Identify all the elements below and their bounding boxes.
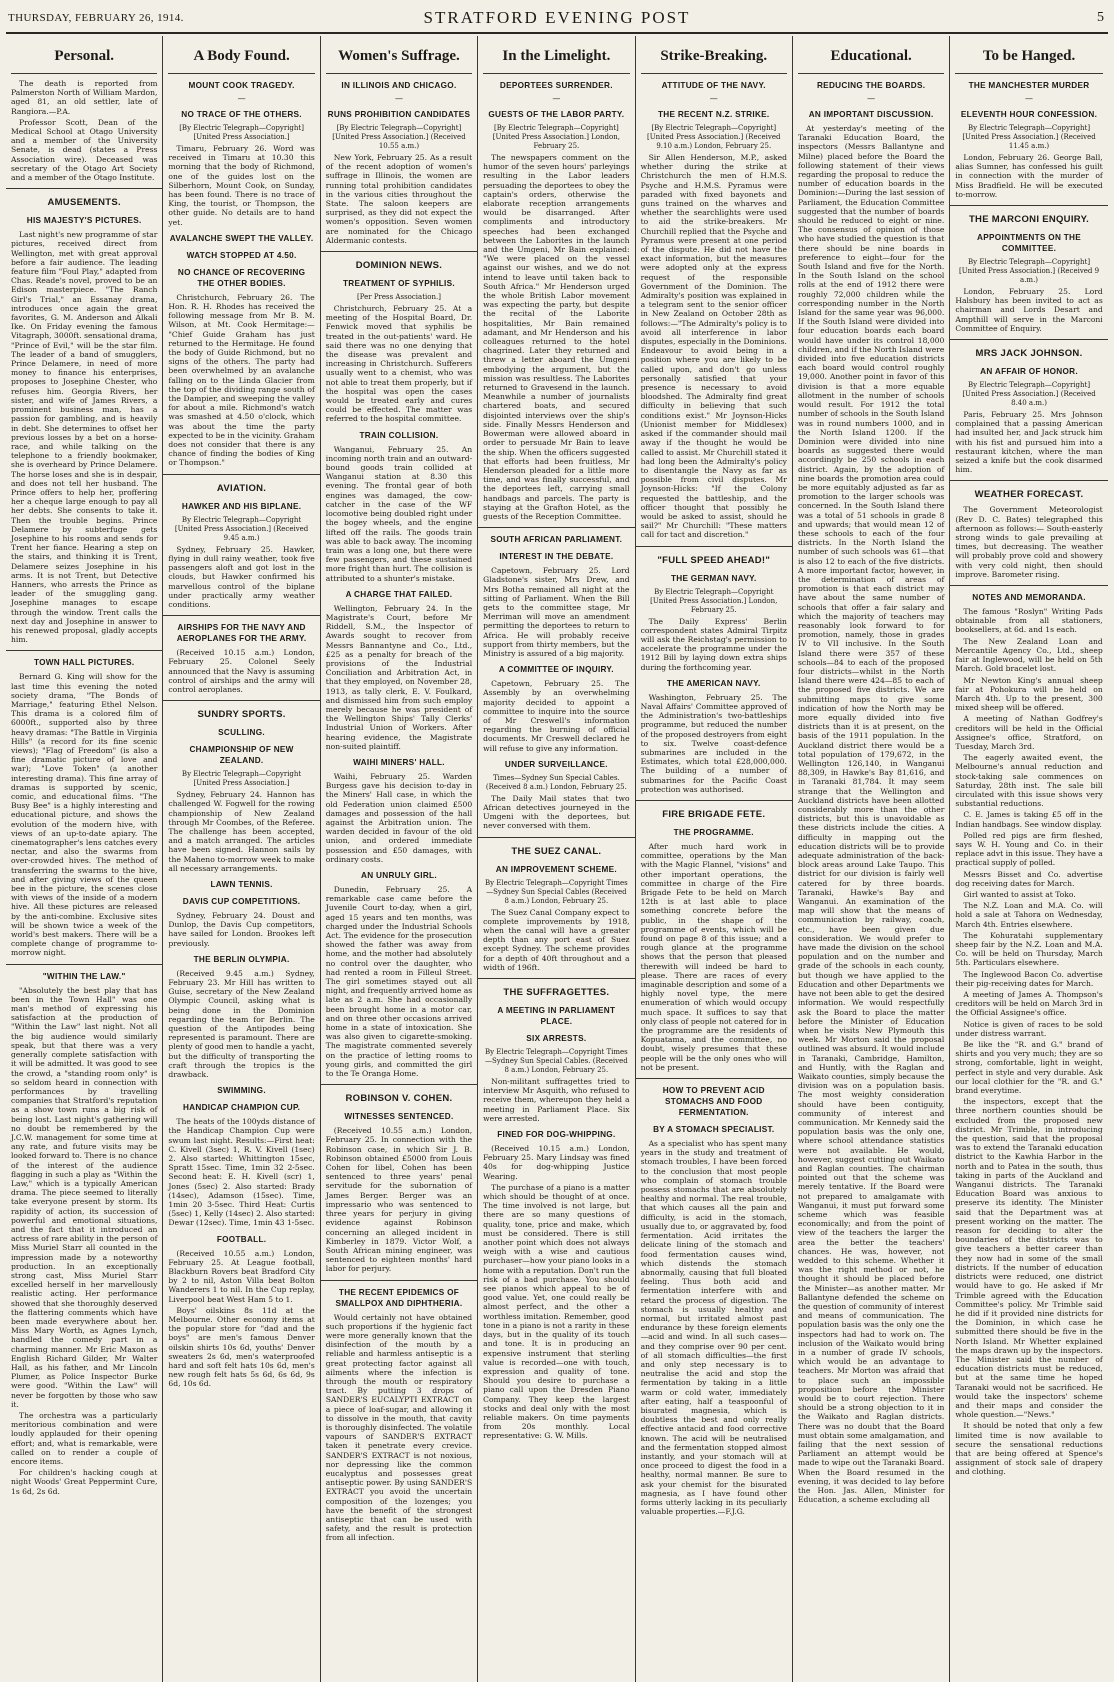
article-paragraph: Sydney, February 24. Hannon has challenged W. Fogwell for the rowing championship of New Zealand through Mr Coombes, of the Referee. The challenge has been accepted, and a match arranged. The articles have been signed. Hannon sails by the Maheno to-morrow week to make all necessary arrangements.: [168, 790, 315, 873]
article-subheading: IN ILLINOIS AND CHICAGO.: [341, 81, 457, 90]
wire-credit: [By Electric Telegraph—Copyright] [United Press Association.] (Received 10.55 a.m.): [332, 124, 466, 150]
article-paragraph: Capetown, February 25. Lord Gladstone's sister, Mrs Drew, and Mrs Botha remained all night at the sitting of Parliament. When the Bill gets to the committee stage, Mr Merriman will move an amendment permitting the deportees to return to Africa. He will probably receive support from thirty members, but the Ministry is assured of a big majority.: [483, 566, 630, 658]
article-subheading: HANDICAP CHAMPION CUP.: [182, 1103, 301, 1113]
article-subheading: SWIMMING.: [217, 1086, 266, 1096]
article-paragraph: Waihi, February 25. Warden Burgess gave his decision to-day in the Miners' Hall case, in which the old Federation union claimed £500 damages and possession of the hall against the Arbitration union. The warden decided in favour of the old union, and ordered immediate possession and £50 damages, with ordinary costs.: [325, 771, 473, 864]
article-column: [163, 36, 320, 1682]
article-subheading: WITNESSES SENTENCED.: [344, 1112, 454, 1122]
column-divider: [478, 527, 634, 528]
column-divider: [321, 1280, 477, 1281]
article-paragraph: Christchurch, February 26. The Hon. R. H. Rhodes has received the following message from Mr B. M. Wilson, at Mt. Cook Hermitage:— "Chief Guide Graham has just returned to the Hermitage. He found the body of Guide Richmond, but no signs of the others. The party had been overwhelmed by an avalanche falling on to the Linda Glacier from the top of the dividing range south of the Dampier, and sweeping the valley for about a mile. Richmond's watch was smashed at 4.50 o'clock, which was about the time the party expected to be in the vicinity. Graham does not consider that there is any chance of finding the bodies of King or Thompson.": [168, 292, 315, 468]
article-paragraph: London, February 25. Lord Halsbury has been invited to act as chairman and Lords Desart and Ampthill will serve in the Marconi Committee of Enquiry.: [955, 287, 1103, 333]
article-paragraph: The newspapers comment on the humor of the seven hours' parleyings resulting in the Labor leaders persuading the deportees to obey the captain's orders, otherwise the elaborate reception arrangements would be disarranged. After compliments and introductory speeches had been exchanged between the Laborites in the launch and the Umgeni, Mr Bain explained: "We were placed on the vessel against our wishes, and we do not intend to leave until taken back to South Africa." Mr Henderson urged the whole British Labor movement was expecting the party, but despite the recital of the Laborite hospitalities, Mr Bain remained adamant, and Mr Henderson and his colleagues returned to the hotel chagrined. Later they returned and threw a letter aboard the Umgeni embodying the argument, but the mission was resultless. The Laborites returned to Gravesend in the launch. Meanwhile a number of journalists chartered boats, and secured disjointed interviews over the ship's side. Finally Messrs Henderson and Bowerman were allowed aboard in order to persuade Mr Bain to leave the ship. When the officers suggested that efforts had been fruitless, Mr Henderson pleaded for a little more time, and was finally successful, and the deportees left, carrying small handbags and parcels. The party is staying at the Grafton Hotel, as the guests of the Reception Committee.: [483, 153, 630, 521]
article-paragraph: Christchurch, February 25. At a meeting of the Hospital Board, Dr. Fenwick moved that syphilis be treated in the out-patients' ward. He said there was no one denying that the disease was prevalent and increasing in Christchurch. Sufferers usually went to a chemist, who was not able to treat them properly, but if the hospital was open the cases would be treated early and cures could be effected. The matter was referred to the hospital committee.: [325, 304, 473, 424]
article-paragraph: (Received 10.55 a.m.) London, February 25. At League football, Blackburn Rovers beat Bradford City by 2 to nil, Aston Villa beat Bolton Wanderers 1 to nil. In the Cup replay, Liverpool beat West Ham 5 to 1.: [168, 1248, 315, 1304]
article-subheading: WATCH STOPPED AT 4.50.: [186, 250, 297, 260]
article-heading: ROBINSON V. COHEN.: [345, 1093, 453, 1105]
article-subheading: THE RECENT N.Z. STRIKE.: [657, 110, 770, 119]
article-paragraph: The orchestra was a particularly meritorious combination and were loudly applauded for their opening effort; and, what is remarkable, were called on to render a couple of encore items.: [11, 1411, 158, 1467]
article-paragraph: The Inglewood Bacon Co. advertise their pig-receiving dates for March.: [955, 969, 1103, 988]
article-subheading: APPOINTMENTS ON THE COMMITTEE.: [977, 233, 1082, 254]
article-subheading: THE GERMAN NAVY.: [670, 573, 757, 583]
article-paragraph: (Received 10.15 a.m.) London, February 25. Colonel Seely announced that the Navy is assuming control of airships and the army will control aeroplanes.: [168, 648, 315, 694]
article-paragraph: Non-militant suffragettes tried to interview Mr Asquith, who refused to receive them, whereupon they held a meeting in Parliament Place. Six were arrested.: [483, 1077, 630, 1123]
article-subheading: THE PROGRAMME.: [673, 827, 754, 837]
article-subheading: INTEREST IN THE DEBATE.: [499, 552, 614, 562]
article-column: [6, 36, 163, 1682]
issue-date: THURSDAY, FEBRUARY 26, 1914.: [8, 12, 184, 24]
wire-credit: [By Electric Telegraph—Copyright] [United Press Association.]: [179, 124, 304, 141]
article-column: [636, 36, 793, 1682]
article-subheading: SOUTH AFRICAN PARLIAMENT.: [490, 535, 623, 545]
article-subheading: NO CHANCE OF RECOVERING THE OTHER BODIES.: [177, 267, 306, 288]
article-paragraph: Polled red pigs are firm fleshed, says W. H. Young and Co. in their replace advt in this issue. They have a practical supply of polled.: [955, 830, 1103, 868]
article-paragraph: The New Zealand Loan and Mercantile Agency Co., Ltd., sheep fair at Inglewood, will be held on 5th March. Gold bracelet lost.: [955, 636, 1103, 674]
article-paragraph: Wanganui, February 25. An incoming north train and an outward-bound goods train collided at Wanganui station at 8.30 this evening. The frontal gear of both engines was damaged, the cow-catcher in the case of the WF locomotive being doubled right under the bogey wheels, and the engine lifted off the rails. The goods train was able to back away. The incoming train was a long one, but there were few passengers, and these sustained more fright than hurt. The collision is attributed to a shunter's mistake.: [325, 444, 473, 583]
article-paragraph: C. E. James is taking £5 off in the Indian handbags. See window display.: [955, 810, 1103, 829]
wire-credit: [Per Press Association.]: [356, 293, 441, 302]
article-paragraph: The N.Z. Loan and M.A. Co. will hold a sale at Tahora on Wednesday, March 4th. Entries elsewhere.: [955, 901, 1103, 929]
article-paragraph: The Daily Mail states that two African detectives journeyed in the Umgeni with the deportees, but never conversed with them.: [483, 793, 630, 831]
column-divider: [6, 188, 162, 189]
article-heading: SUNDRY SPORTS.: [197, 709, 286, 721]
article-paragraph: Sydney, February 24. Doust and Dunlop, the Davis Cup competitors, have sailed for London. Brookes left previously.: [168, 910, 315, 948]
article-subheading: AVALANCHE SWEPT THE VALLEY.: [169, 233, 314, 243]
article-subheading: SCULLING.: [218, 728, 265, 738]
article-paragraph: The Suez Canal Company expect to complete improvements by 1918, when the canal will have a greater depth than any port east of Suez except Sydney. The scheme provides for a depth of 40ft throughout and a width of 196ft.: [483, 907, 630, 972]
article-subheading: THE RECENT EPIDEMICS OF SMALLPOX AND DIPHTHERIA.: [335, 1287, 463, 1308]
article-subheading: TREATMENT OF SYPHILIS.: [342, 279, 455, 289]
column-divider: [950, 585, 1107, 586]
article-paragraph: The Kohuratahi supplementary sheep fair by the N.Z. Loan and M.A. Co. will be held on Thursday, March 5th. Particulars elsewhere.: [955, 930, 1103, 968]
article-heading: "FULL SPEED AHEAD!": [657, 554, 771, 566]
article-paragraph: The famous "Roslyn" Writing Pads obtainable from all stationers, booksellers, at 6d. and 1s each.: [955, 607, 1103, 635]
article-heading: FIRE BRIGADE FETE.: [662, 808, 766, 820]
column-divider: [636, 1078, 792, 1079]
column-divider: [163, 615, 319, 616]
article-subheading: FOOTBALL.: [216, 1234, 267, 1244]
article-paragraph: Sydney, February 25. Hawker, flying in dull rainy weather, took five passengers aloft and got lost in the clouds, but Hawker confirmed his marvellous control of the biplane under practically army weather conditions.: [168, 544, 315, 609]
dash-separator: —: [709, 94, 718, 103]
wire-credit: By Electric Telegraph—Copyright Times—Sydney Sun Special Cables (Received 8 a.m.) London, February 25.: [484, 878, 628, 905]
article-subheading: TRAIN COLLISION.: [359, 430, 439, 440]
article-subheading: THE MANCHESTER MURDER: [968, 81, 1090, 90]
article-subheading: HAWKER AND HIS BIPLANE.: [181, 501, 302, 511]
article-subheading: A MEETING IN PARLIAMENT PLACE.: [497, 1006, 616, 1027]
article-column: [321, 36, 478, 1682]
article-column: [950, 36, 1107, 1682]
article-subheading: NO TRACE OF THE OTHERS.: [181, 110, 302, 119]
article-subheading: "WITHIN THE LAW.": [42, 971, 126, 981]
article-paragraph: London, February 26. George Ball, alias Sumner, has confessed his guilt in connection with the murder of Miss Bradfield. He will be executed to-morrow.: [955, 153, 1103, 199]
article-paragraph: At yesterday's meeting of the Taranaki Education Board, the inspectors (Messrs Ballantyne and Milne) placed before the Board the following statement of their views regarding the proposal to reduce the number of education boards in the Dominion:—During the last session of Parliament, the Education Committee suggested that the number of boards should be reduced to eight or nine. The consensus of opinion of those who have studied the question is that there should be nine boards in preference to eight—four for the South Island and five for the North. In the South Island on the school rolls at the end of 1912 there were roughly 72,000 children while the corresponding number in the North Island for the same year was 96,000. If the South Island were divided into four education boards each board would have under its control 18,000 children, and if the North Island were divided into five education districts each board would control roughly 19,000. Another point in favor of this division is that a more equable allotment in the number of schools would result. For 1912 the total number of schools in the South Island was in round numbers 1000, and in the North Island 1200. If the Dominion were divided into nine boards as suggested there would accordingly be 250 schools in each district. Again, by the adoption of nine boards the promotion area could be more equitably adjusted as far as promotion to the larger schools was concerned. In the South Island there was a total of 51 schools in grade 8 and upwards; that would mean 12 of these schools to each of the four districts. In the North Island the number of such schools was 61—that is also 12 to each of the five districts. A more important factor, however, in the determination of areas of promotion is that each district may have about the same number of schools that offer a fair salary and which the majority of teachers may reasonably look forward to for promotion, namely, those in grades IV to VII inclusive. In the South Island there were 357 of these schools—84 to each of the proposed four districts—whilst in the North Island there were 424—85 to each of the proposed five districts. We are submitting maps to give some indication of how the North may be more equally divided into five districts than it is at present, on the basis of the 1911 population. In the Auckland district there would be a total population of 179,672, in the Wellington 126,140, in Wanganui 88,309, in Hawke's Bay 81,616, and in Taranaki 81,784. It may seem strange that the Wellington and Auckland districts have been allotted considerably more than the other districts, but this is unavoidable as these districts include the cities. A difficulty in mapping out the education districts will be to provide adequate administration of the back-block areas around Lake Taupo. This district for our division is fairly well catered for by three boards. Taranaki, Hawke's Bay and Wanganui. An examination of the map will show that the means of communication by railway, coach, etc., have been given due consideration. We would prefer to have made the division on the school population and on the number and grade of the schools in each county, but though we have applied to the Education and other Departments we have not been able to get the desired information. We would respectfully ask the Board to place the matter before the Minister of Education when he visits New Plymouth this week. Mr Morton said the proposal outlined was absurd. It would include in Taranaki, Cambridge, Hamilton, and Huntly, with the Raglan and Waikato counties, simply because the division was on a population basis. The most weighty consideration should have been contiguity, community of interest and communication. Mr Kennedy said the population basis was the only one, where school attendance statistics were not available. He would, however, suggest cutting out Waikato and Raglan counties. The chairman pointed out that the scheme was merely tentative. If the Board were not prepared to amalgamate with Wanganui, it must put forward some scheme which was feasible economically; and from the point of view of the teachers the larger the area the better the teachers' chances. He was, however, not wedded to this scheme. Whether it was the right method or not, he thought it should be placed before the Minister—as another matter. Mr Ballantyne defended the scheme on the question of community of interest and means of communication. The population basis was the only one the inspectors had had to work on. The inclusion of the Waikato would bring in a number of grade IV schools, which would be an advantage to teachers. Mr Morton was afraid that to place such an impossible proposition before the Minister would be to court rejection. There should be a strong objection to it in the Waikato and Raglan districts. There was no doubt that the Board must obtain some amalgamation, and failing that the next session of Parliament an attempt would be made to wipe out the Taranaki Board. When the Board resumed in the evening, it was decided to lay before the Hon. Jas. Allen, Minister for Education, a scheme excluding all: [797, 124, 945, 1505]
article-subheading: AN AFFAIR OF HONOR.: [980, 367, 1078, 377]
article-paragraph: Boys' oilskins 8s 11d at the Melbourne. Other economy items at the popular store for "dad and the boys" are men's famous Denver oilskin shirts 10s 6d, youths' Denver sweaters 2s 6d, men's waterproofed hard and soft felt hats 10s 6d, men's new rough felt hats 5s 6d, 6s 6d, 9s 6d, 10s 6d.: [168, 1305, 315, 1389]
article-subheading: THE BERLIN OLYMPIA.: [193, 954, 290, 964]
article-paragraph: Paris, February 25. Mrs Johnson complained that a passing American had insulted her, and Jack struck him with his fist and pursued him into a restaurant kitchen, where the man seized a knife but the cook disarmed him.: [955, 410, 1103, 475]
wire-credit: By Electric Telegraph—Copyright] [United Press Association.] (Received 11.45 a.m.): [962, 124, 1096, 150]
article-paragraph: (Received 10.55 a.m.) London, February 25. In connection with the Robinson case, in which Sir J. B. Robinson obtained £5000 from Louis Cohen for libel, Cohen has been sentenced to three years' penal servitude for the subornation of James Berger. Berger was an impressario who was sentenced to three years for perjury in giving evidence against Robinson concerning an alleged incident in Kimberley in 1879. Victor Wolf, a South African mining engineer, was sentenced to eighteen months' hard labor for perjury.: [325, 1126, 473, 1274]
article-subheading: CHAMPIONSHIP OF NEW ZEALAND.: [189, 745, 294, 766]
article-subheading: AN IMPROVEMENT SCHEME.: [495, 864, 617, 874]
article-paragraph: For children's hacking cough at night Woods' Great Peppermint Cure, 1s 6d, 2s 6d.: [11, 1468, 158, 1496]
article-subheading: RUNS PROHIBITION CANDIDATES: [327, 110, 471, 119]
article-paragraph: Wellington, February 24. In the Magistrate's Court, before Mr Riddell, S.M., the Inspector of Awards sought to recover from Messrs Bannantyne and Co., Ltd., £25 as a penalty for breach of the provisions of the Industrial Conciliation and Arbitration Act, in that they employed, on November 28, 1913, as tally clerk, E. V. Foulkard, and dismissed him from such employ merely because he was president of the Wellington Ships' Tally Clerks' Industrial Union of Workers. After hearing evidence, the Magistrate non-suited plaintiff.: [325, 603, 473, 751]
wire-credit: Times—Sydney Sun Special Cables. (Received 8 a.m.) London, February 25.: [485, 773, 627, 791]
article-subheading: GUESTS OF THE LABOR PARTY.: [488, 110, 625, 119]
dash-separator: —: [394, 94, 403, 103]
article-heading: THE SUEZ CANAL.: [511, 845, 602, 857]
article-subheading: ELEVENTH HOUR CONFESSION.: [960, 110, 1098, 119]
article-subheading: AN IMPORTANT DISCUSSION.: [808, 110, 934, 119]
article-subheading: HIS MAJESTY'S PICTURES.: [26, 216, 142, 226]
article-heading: THE SUFFRAGETTES.: [503, 987, 610, 999]
page-number: 5: [1097, 10, 1104, 25]
article-paragraph: The death is reported from Palmerston North of William Mardon, aged 81, an old settler, late of Rangiora.—P.A.: [11, 79, 158, 116]
column-divider: [478, 978, 634, 979]
article-paragraph: Sir Allen Henderson, M.P., asked whether during the strike at Christchurch the men of H.M.S. Psyche and H.M.S. Pyramus were paraded with fixed bayonets and guns trained on the wharves and whether the searchlights were used to aid the strike-breakers. Mr Churchill replied that the Psyche and Pyramus were present at one period of the dispute. He did not have the exact information, but the measures were adopted only at the express request of the responsible Government of the Dominion. The Admiralty's position was explained in a telegram sent to the senior officer in New Zealand on October 28th as follows:—"The Admiralty's policy is to avoid all interference in labor disputes, especially in the Dominions. Endeavour to avoid being in a position where you are likely to be called upon, and don't go unless personally satisfied that your presence is necessary to avoid bloodshed. The Admiralty find great difficulty in believing that such conditions exist." Mr Joynson-Hicks (Unionist member for Middlesex) asked if the commander should mail away if the thought he would be called to assist. Mr Churchill stated it had long been the Admiralty's policy to disentangle the Navy as far as possible from civil disputes. Mr Joynson-Hicks: "If the Colony requested the battleship, and the officer thought that possibly he would be asked to assist, should he sail?" Mr Churchill: "These matters call for tact and discretion.": [640, 153, 787, 540]
column-heading: A Body Found.: [168, 36, 314, 74]
article-heading: DOMINION NEWS.: [355, 260, 443, 272]
column-divider: [636, 546, 792, 547]
article-paragraph: "Absolutely the best play that has been in the Town Hall" was one man's method of expressing his satisfaction at the production of "Within the Law" last night. Not all the big audience would similarly speak, but that there was a very generally complete satisfaction with it will be admitted. It was good to see the crowd, a "standing room only" is so seldom heard in connection with performances by travelling companies that Stratford's reputation as a show town runs a big risk of being lost. Last night's gathering will no doubt be remembered by the J.C.W. management for some time at any rate, and future visits may be looked forward to. There is no chance of the interest of the audience flagging in such a play as "Within the Law," which is a typically American drama. The piece seemed to literally take everyone present by storm. Its rapidity of action, its succession of powerful and emotional situations, and the fact that it introduced an actress of rare ability in the person of Miss Muriel Starr all counted in the impression made by a noteworthy production. In an exceptionally strong cast, Miss Muriel Starr excelled herself in her marvellously realistic acting. Her performance showed that she thoroughly deserved the flattering comments which have been made everywhere about her. Miss Mary Worth, as Agnes Lynch, handled the comedy part in a charming manner. Mr Eric Maxon as English Richard Gilder, Mr Walter Hall, as his father, and Mr Lincoln Plumer, as Police Inspector Burke were good. "Within the Law" will never be forgotten by those who saw it.: [11, 985, 158, 1409]
column-heading: In the Limelight.: [483, 36, 629, 74]
article-subheading: LAWN TENNIS.: [210, 879, 273, 889]
article-paragraph: Be like the "R. and G." brand of shirts and you very much; they are so strong, comfortable, light in weight, perfect in style and very durable. Ask our local clothier for the "R. and G." brand everytime.: [955, 1040, 1103, 1096]
wire-credit: [By Electric Telegraph—Copyright] [United Press Association.] (Received 9.10 a.m.) London, February 25.: [647, 124, 781, 150]
article-heading: WEATHER FORECAST.: [974, 489, 1084, 501]
article-paragraph: Girl wanted to assist at Toko.: [963, 889, 1076, 899]
article-paragraph: Mr Newton King's annual sheep fair at Pohokura will be held on March 4th. Up to the present, 300 mixed sheep will be offered.: [955, 675, 1103, 713]
article-paragraph: Washington, February 25. The Naval Affairs' Committee approved of the Administration's two-battleships programme, but reduced the number of the proposed destroyers from eight to six. Twelve coast-defence submarines are included in the Estimates, which total £28,000,000. The building of a number of submarines for the Pacific Coast protection was authorised.: [640, 692, 787, 794]
masthead-rule: [6, 32, 1108, 34]
article-subheading: THE AMERICAN NAVY.: [666, 678, 761, 688]
article-subheading: MOUNT COOK TRAGEDY.: [188, 81, 295, 90]
article-paragraph: Bernard G. King will show for the last time this evening the noted society drama, "The Bonds of Marriage," featuring Ethel Nelson. This drama is a colored film of 6000ft., supported also by three heavy dramas: "The Battle in Virginia Hills" (a record for its fine scenic views); "Flag of Freedom" (is also a fine dramatic picture of love and war); "Love Token" (a another interesting drama). This fine array of dramas is supported by scenic, comic, and educational films. "The Busy Bee" is a highly interesting and educational picture, and shows the evolution of the modern hive, with views of an up-to-date apiary. The cinematographer's lens catches every nectar, and also the swarms from over-crowded hives. The method of transferring the swarms to the hive, and after giving views of the queen bee in the picture, the scenes close with views of the inside of a modern hive. All these pictures are released by the anti-combine. Exclusive sites will be shown twice a week of the world's best makers. There will be a complete change of programme to-morrow night.: [11, 672, 158, 958]
article-subheading: NOTES AND MEMORANDA.: [972, 593, 1086, 603]
article-subheading: AN UNRULY GIRL.: [361, 871, 437, 880]
masthead: [6, 6, 1108, 32]
article-subheading: WAIHI MINERS' HALL.: [353, 757, 445, 767]
article-heading: AVIATION.: [216, 482, 267, 494]
column-divider: [163, 700, 319, 701]
column-heading: Educational.: [798, 36, 944, 74]
article-paragraph: A meeting of James A. Thompson's creditors will be held on March 3rd in the Official Assignee's office.: [955, 990, 1103, 1018]
article-subheading: TOWN HALL PICTURES.: [33, 658, 135, 668]
article-subheading: REDUCING THE BOARDS.: [816, 81, 926, 90]
column-divider: [950, 480, 1107, 481]
wire-credit: By Electric Telegraph—Copyright [United Press Association.] London, February 25.: [650, 587, 778, 614]
wire-credit: By Electric Telegraph—Copyright] [United Press Association.] (Received 9 a.m.): [958, 258, 1100, 285]
article-paragraph: A meeting of Nathan Godfrey's creditors will be held in the Official Assignee's office, Stratford, on Tuesday, March 3rd.: [955, 714, 1103, 751]
column-heading: To be Hanged.: [955, 36, 1102, 74]
article-subheading: SIX ARRESTS.: [526, 1034, 587, 1044]
wire-credit: By Electric Telegraph—Copyright [United Press Association.]: [181, 770, 302, 788]
article-paragraph: After much hard work in committee, operations by the Man with the Magic Flannel, "visions" and other important operations, the committee in charge of the Fire Brigade Fete to be held on March 12th is at last able to place something concrete before the public, in the shape of the programme of events, which will be found on page 8 of this issue; and a rough glance at the programme shows that the person that pleased therewith will indeed be hard to please. There are races of every imaginable description and some of a highly novel type, the mere enumeration of which would occupy much space. It suffices to say that only class of people not catered for in the programme are the residents of Kopuatama, and the committee, no doubt, wisely presumes that these people will be the only ones who will not be present.: [640, 841, 787, 1072]
article-heading: THE MARCONI ENQUIRY.: [968, 214, 1090, 226]
article-paragraph: The heats of the 100yds distance of the Handicap Champion Cup were swum last night. Results:—First heat: C. Kivell (3sec) 1, R. V. Kivell (1sec) 2. Also started: Whittington 15sec, Spratt 15sec. Time, 1min 32 2-5sec. Second heat: E. H. Kivell (scr) 1, Jones (5sec) 2. Also started: Brady (14sec), Adamson (15sec). Time, 1min 20 3-5sec. Third Heat: Curtis (5sec) 1, Kelly (14sec) 2. Also started: Dewar (12sec). Time, 1min 43 1-5sec.: [168, 1117, 315, 1228]
article-subheading: BY A STOMACH SPECIALIST.: [653, 1125, 775, 1135]
article-paragraph: The Government Meteorologist (Rev D. C. Bates) telegraphed this afternoon as follows:— South-easterly strong winds to gale prevailing at times, but decreasing. The weather will probably prove cold and showery with very cold night, then should improve. Barometer rising.: [955, 505, 1103, 579]
article-paragraph: Messrs Bisset and Co. advertise dog receiving dates for March.: [955, 869, 1103, 888]
article-paragraph: As a specialist who has spent many years in the study and treatment of stomach troubles, I have been forced to the conclusion that most people who complain of stomach trouble possess stomachs that are absolutely healthy and normal. The real trouble, that which causes all the pain and difficulty, is acid in the stomach, usually due to, or aggravated by, food fermentation. Acid irritates the delicate lining of the stomach and food fermentation causes wind, which distends the stomach abnormally, causing that full bloated feeling. Thus both acid and fermentation interfere with and retard the process of digestion. The stomach is usually healthy and normal, but irritated almost past endurance by these foreign elements—acid and wind. In all such cases—and they comprise over 90 per cent. of all stomach difficulties—the first and only step necessary is to neutralise the acid and stop the fermentation by taking in a little warm or cold water, immediately after eating, half a teaspoonful of bisurated magnesia, which is doubtless the best and only really effective antacid and food corrective known. The acid will be neutralised and the fermentation stopped almost instantly, and your stomach will at once proceed to digest the food in a healthy, normal manner. Be sure to ask your chemist for the bisurated magnesia, as I have found other forms utterly lacking in its peculiarly valuable properties.—F.J.G.: [640, 1139, 787, 1517]
newspaper-title: STRATFORD EVENING POST: [423, 8, 691, 27]
article-subheading: A CHARGE THAT FAILED.: [345, 589, 453, 599]
article-paragraph: Dunedin, February 25. A remarkable case came before the Juvenile Court to-day, when a girl, aged 15 years and ten months, was charged under the Industrial Schools Act. The evidence for the prosecution showed the father was away from home, and the mother had absolutely no control over the daughter, who had rented a room in Filleul Street. The girl sometimes stayed out all night, and frequently arrived home as late as 2 a.m. She had occasionally been brought home in a motor car, and on three other occasions arrived home in a state of intoxication. She was also given to cigarette-smoking. The magistrate commented severely on the practice of letting rooms to young girls, and committed the girl to the Te Oranga Home.: [325, 885, 473, 1079]
article-subheading: DAVIS CUP COMPETITIONS.: [182, 896, 301, 906]
article-subheading: HOW TO PREVENT ACID STOMACHS AND FOOD FERMENTATION.: [662, 1086, 765, 1118]
article-paragraph: New York, February 25. As a result of the recent adoption of women's suffrage in Illinois, the women are running total prohibition candidates in the various cities throughout the State. The saloon keepers are surprised, as they did not expect the women's opposition. Seven women are nominated for the Chicago Aldermanic contests.: [325, 153, 473, 245]
article-paragraph: the inspectors, except that the three northern counties should be excluded from the proposed new district. Mr Trimble, in introducing the question, said that the proposal was to extend the Taranaki education district to the Kawhia Harbor in the north and to Patea in the south, thus taking in parts of the Auckland and Wanganui districts. The Taranaki Education Board was anxious to preserve its identity. The Minister said that the Department was at present working on the matter. The reason for deciding to alter the boundaries of the districts was to give teachers a better career than they now had in some of the small districts. If the number of education districts were reduced, one district would have to go. He asked if Mr Trimble agreed with the Education Committee's policy. Mr Trimble said he did if it provided nine districts for the Dominion, in which case he submitted there should be five in the North Island. Mr Whetter explained the maps drawn up by the inspectors. The Minister said the number of education districts must be reduced, but at the same time he hoped Taranaki would not be sacrificed. He would take the inspectors' scheme and their maps and consider the whole question.—"News.": [955, 1097, 1103, 1420]
article-paragraph: It should be noted that only a few limited time is now available to secure the sensational reductions that are being offered at Spence's assignment of stock sale of drapery and clothing.: [955, 1421, 1103, 1477]
article-paragraph: (Received 10.15 a.m.) London, February 25. Mary Lindsay was fined 40s for dog-whipping Justice Wearing.: [483, 1144, 630, 1181]
article-heading: MRS JACK JOHNSON.: [975, 348, 1083, 360]
article-subheading: FINED FOR DOG-WHIPPING.: [497, 1130, 616, 1140]
article-paragraph: (Received 9.45 a.m.) Sydney, February 23. Mr Hill has written to Guise, secretary of the New Zealand Olympic Council, asking what is being done in the Dominion regarding the team for Berlin. The question of the Antipodes being represented is paramount. There are plenty of good men to handle a yacht, but the difficulty of transporting the craft through the tropics is the drawback.: [168, 968, 315, 1079]
column-area: [6, 36, 1108, 1682]
article-column: [793, 36, 950, 1682]
column-divider: [950, 339, 1107, 340]
article-subheading: A COMMITTEE OF INQUIRY.: [498, 665, 614, 675]
wire-credit: [By Electric Telegraph—Copyright] [United Press Association.] London, February 25.: [492, 124, 620, 150]
wire-credit: By Electric Telegraph—Copyright [United Press Association.] (Received 9.45 a.m.): [174, 515, 309, 542]
wire-credit: By Electric Telegraph—Copyright Times—Sydney Sun Special Cables. (Received 8 a.m.) London, February 25.: [484, 1048, 628, 1075]
column-divider: [636, 800, 792, 801]
column-heading: Women's Suffrage.: [326, 36, 472, 74]
article-column: [478, 36, 635, 1682]
article-paragraph: Capetown, February 25. The Assembly by an overwhelming majority decided to appoint a committee to inquire into the source of Mr Creswell's information regarding the burning of official documents. Mr Creswell declared he will refuse to give any information.: [483, 679, 630, 753]
dash-separator: —: [1025, 94, 1034, 103]
column-divider: [321, 1084, 477, 1085]
column-heading: Strike-Breaking.: [641, 36, 787, 74]
article-paragraph: Last night's new programme of star pictures, received direct from Wellington, met with great approval before a fair audience. The leading feature film "Foul Play," adapted from Chas. Reade's novel, proved to be an Edison masterpiece. "The Ranch Girl's Trial," an Essanay drama, introduces once again the great favorites, G. M. Anderson and Alkali Ike. On Friday evening the famous Vitagraph, 3000ft. sensational drama, "Prince of Evil," will be the star film. The leader of a band of smugglers, Prince Delamere, in need of more money to finance his enterprises, proposes to Josephine Chester, who refuses him. Georgia Rivers, her sister, and wife of James Rivers, a prominent business man, has a passion for gambling, and is heavily in debt. She determines to offset her previous losses by a bet on a horse-race, and while talking on the telephone to a friendly bookmaker, she is overheard by Prince Delamere. The horse loses and she is in despair, and does not tell her husband. The Prince offers to help her, proffering her a cheque large enough to pay all her debts. She consents to take it. Then the trouble begins. Prince Delamere by subterfuge gets Josephine to his rooms and sends for Trent her fiance. Hearing a step on the stairs, and thinking it is Trent, Delamere seizes Josephine in his arms. It is not Trent, but Detective Hanners, who arrests the Prince as leader of the smuggling gang. Josephine manages to escape through the window. Trent calls the next day and Josephine in answer to his renewed proposal, gladly accepts him.: [11, 230, 158, 645]
dash-separator: —: [867, 94, 876, 103]
article-subheading: DEPORTEES SURRENDER.: [499, 81, 613, 90]
article-subheading: UNDER SURVEILLANCE.: [504, 759, 608, 769]
article-paragraph: Would certainly not have obtained such proportions if the hygienic fact were more generally known that the disinfection of the mouth by a reliable and harmless antiseptic is a great protecting factor against all ailments where the infection is through the mouth or respiratory tract. By putting 3 drops of SANDER'S EUCALYPTI EXTRACT on a piece of loaf-sugar, and allowing it to dissolve in the mouth, that cavity is thoroughly disinfected. The volatile vapours of SANDER'S EXTRACT taken it penetrate every crevice. SANDER'S EXTRACT is not noxious, nor depressing like the common eucalyptus and possesses great antiseptic power. By using SANDER'S EXTRACT you avoid the uncertain composition of the lozenges; you have the benefit of the strongest antiseptic that can be used with safety, and the result is protection from all infection.: [325, 1312, 473, 1543]
article-subheading: AIRSHIPS FOR THE NAVY AND AEROPLANES FOR THE ARMY.: [176, 623, 307, 644]
dash-separator: —: [552, 94, 561, 103]
article-paragraph: Professor Scott, Dean of the Medical School at Otago University and a member of the University Senate, is dead (states a Press Association wire). Deceased was secretary of the Otago Art Society and a member of the Otago Institute.: [11, 117, 158, 183]
column-divider: [6, 650, 162, 651]
article-paragraph: The eagerly awaited event, the Melbourne's annual reduction and stock-taking sale commences on Saturday, 28th inst. The sale bill circulated with this issue shows very substantial reductions.: [955, 753, 1103, 809]
column-heading: Personal.: [11, 36, 157, 74]
article-paragraph: Timaru, February 26. Word was received in Timaru at 10.30 this morning that the body of Richmond, one of the guides lost on the Silberhorn, Mount Cook, on Sunday, has been found. There is no trace of King, the tourist, or Thompson, the other guide. No details are to hand yet.: [168, 144, 315, 227]
dash-separator: —: [237, 94, 246, 103]
column-divider: [950, 205, 1107, 206]
article-subheading: ATTITUDE OF THE NAVY.: [661, 81, 766, 90]
article-heading: AMUSEMENTS.: [47, 197, 121, 209]
column-divider: [6, 964, 162, 965]
article-paragraph: Notice is given of races to be sold under distress warrant.: [955, 1019, 1103, 1038]
article-paragraph: The Daily Express' Berlin correspondent states Admiral Tirpitz will ask the Reichstag's permission to accelerate the programme under the 1912 Bill by laying down extra ships during the forthcoming year.: [640, 616, 787, 672]
column-divider: [163, 474, 319, 475]
column-divider: [321, 251, 477, 252]
column-divider: [478, 837, 634, 838]
article-paragraph: The purchase of a piano is a matter which should be thought of at once. The time involved is not large, but there are so many questions of quality, tone, price and make, which must be considered. There is still another point which does not always weigh with a wise and cautious purchaser—how your piano looks in a home with a reputation. Don't run the risk of a bad purchase. You should see pianos which appeal to be of good value. Yet, one could really be almost perfect, and the other a worthless imitation. Remember, good tone in a piano is not a rarity in these days, but in the quality of its touch and tone. It is in producing an expensive instrument that sterling value is recorded—one with touch, expression and quality of tone. Should you desire to purchase a piano call upon the Dresden Piano Company. They keep the largest stocks and deal only with the most reliable makers. On time payments from 20s monthly. Local representative: G. W. Mills.: [483, 1182, 630, 1441]
wire-credit: By Electric Telegraph—Copyright] [United Press Association.] (Received 8.40 a.m.): [962, 381, 1096, 408]
